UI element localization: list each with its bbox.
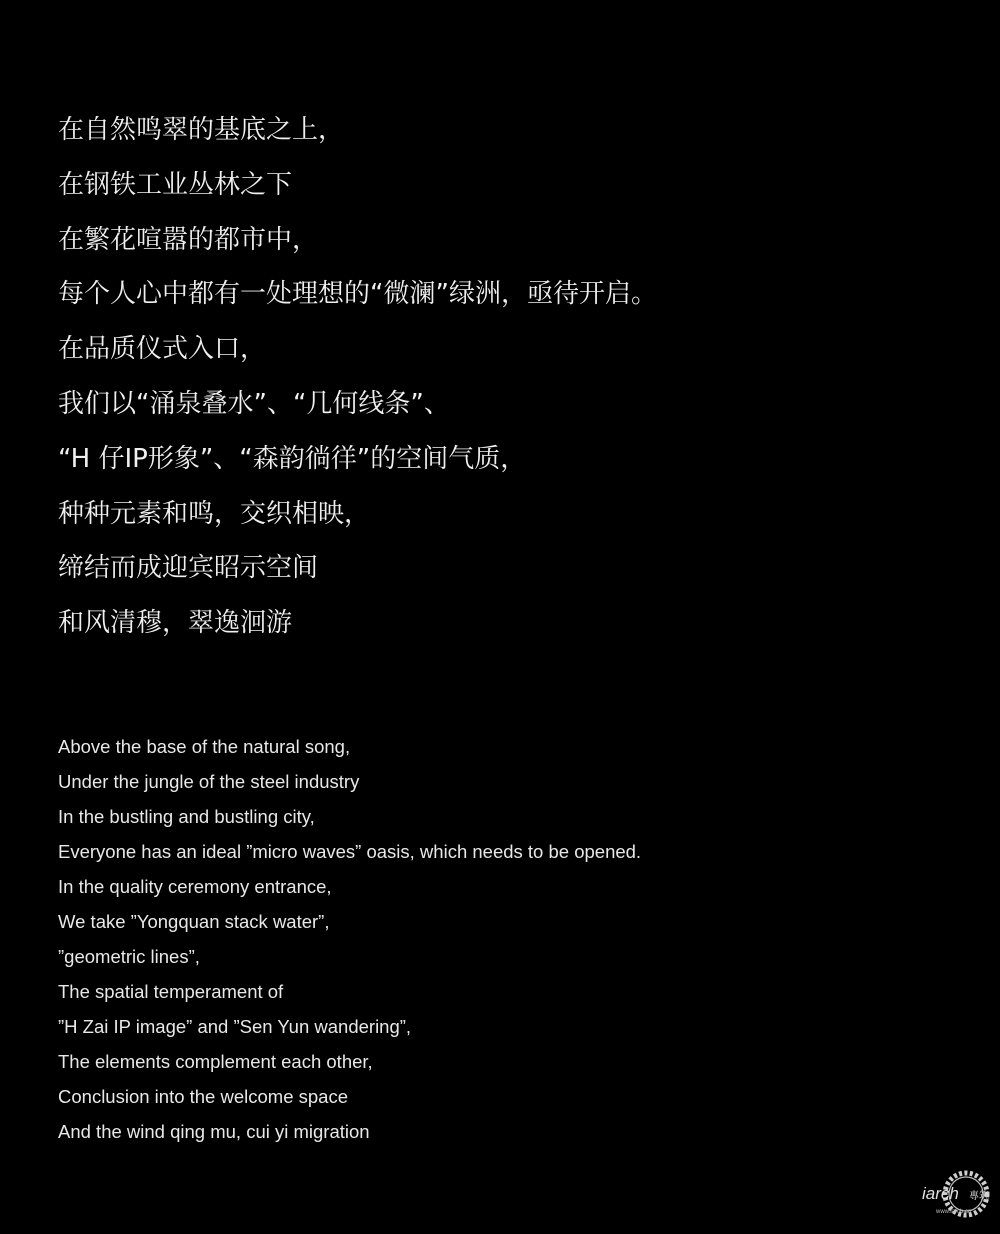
english-line: The spatial temperament of	[58, 981, 284, 1002]
logo-brand-text: iarch	[922, 1184, 959, 1203]
english-line: Conclusion into the welcome space	[58, 1086, 348, 1107]
english-text-block	[58, 729, 958, 1149]
chinese-line: 在自然鸣翠的基底之上，	[58, 115, 345, 145]
english-line: ”geometric lines”,	[58, 946, 200, 967]
chinese-text-block	[58, 103, 958, 651]
chinese-line: 我们以“涌泉叠水”、“几何线条”、	[58, 388, 450, 419]
chinese-line: “H 仔IP形象”、“森韵徜徉”的空间气质，	[58, 443, 527, 474]
chinese-line: 种种元素和鸣，交织相映，	[58, 498, 371, 529]
english-line: Everyone has an ideal ”micro waves” oasis, which needs to be opened.	[58, 841, 642, 862]
english-line: In the bustling and bustling city,	[58, 806, 315, 827]
english-line: Above the base of the natural song,	[58, 736, 351, 757]
logo-cn-text: 專筑	[969, 1191, 989, 1202]
chinese-line: 在钢铁工业丛林之下	[58, 169, 293, 200]
english-line: The elements complement each other,	[58, 1051, 373, 1072]
english-line: ”H Zai IP image” and ”Sen Yun wandering”,	[58, 1016, 412, 1037]
english-line: Under the jungle of the steel industry	[58, 771, 360, 792]
chinese-line: 缔结而成迎宾昭示空间	[58, 553, 319, 584]
chinese-line: 和风清穆，翠逸洄游	[58, 608, 293, 639]
english-line: In the quality ceremony entrance,	[58, 876, 332, 897]
iarch-logo-watermark	[914, 1166, 994, 1226]
logo-url-text: www.iarch.cn	[936, 1209, 972, 1215]
chinese-line: 每个人心中都有一处理想的“微澜”绿洲，亟待开启。	[58, 279, 657, 310]
english-line: We take ”Yongquan stack water”,	[58, 911, 330, 932]
chinese-line: 在繁花喧嚣的都市中，	[58, 224, 319, 255]
english-line: And the wind qing mu, cui yi migration	[58, 1121, 370, 1142]
chinese-line: 在品质仪式入口，	[58, 334, 267, 365]
